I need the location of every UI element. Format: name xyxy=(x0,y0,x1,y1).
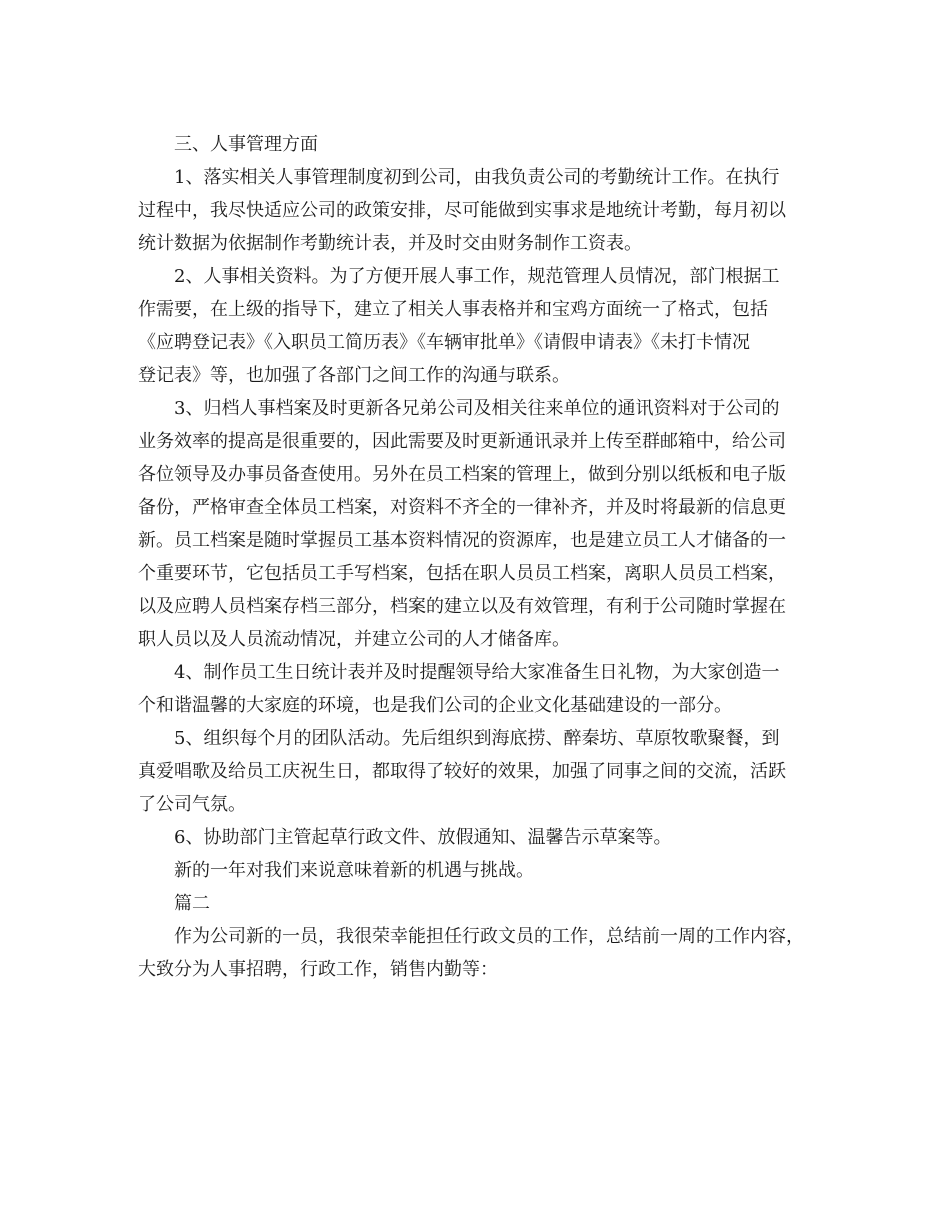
section-heading: 篇二 xyxy=(174,893,210,914)
paragraph-line: 过程中，我尽快适应公司的政策安排，尽可能做到实事求是地统计考勤，每月初以 xyxy=(138,200,786,221)
paragraph-line: 个和谐温馨的大家庭的环境，也是我们公司的企业文化基础建设的一部分。 xyxy=(138,695,732,716)
paragraph-line: 5、组织每个月的团队活动。先后组织到海底捞、醉秦坊、草原牧歌聚餐，到 xyxy=(174,728,780,749)
paragraph-line: 作需要，在上级的指导下，建立了相关人事表格并和宝鸡方面统一了格式，包括 xyxy=(138,299,768,320)
paragraph-line: 大致分为人事招聘，行政工作，销售内勤等： xyxy=(138,959,498,980)
paragraph-line: 4、制作员工生日统计表并及时提醒领导给大家准备生日礼物，为大家创造一 xyxy=(174,662,780,683)
paragraph-line: 以及应聘人员档案存档三部分，档案的建立以及有效管理，有利于公司随时掌握在 xyxy=(138,596,786,617)
document-body xyxy=(138,128,824,986)
paragraph-line: 3、归档人事档案及时更新各兄弟公司及相关往来单位的通讯资料对于公司的 xyxy=(174,398,780,419)
section-heading: 三、人事管理方面 xyxy=(174,134,318,155)
paragraph-line: 统计数据为依据制作考勤统计表，并及时交由财务制作工资表。 xyxy=(138,233,642,254)
paragraph-line: 职人员以及人员流动情况，并建立公司的人才储备库。 xyxy=(138,629,570,650)
paragraph-line: 备份，严格审查全体员工档案，对资料不齐全的一律补齐，并及时将最新的信息更 xyxy=(138,497,786,518)
paragraph-line: 6、协助部门主管起草行政文件、放假通知、温馨告示草案等。 xyxy=(174,827,672,848)
paragraph-line: 《应聘登记表》《入职员工简历表》《车辆审批单》《请假申请表》《未打卡情况 xyxy=(138,332,750,353)
paragraph-line: 2、人事相关资料。为了方便开展人事工作，规范管理人员情况，部门根据工 xyxy=(174,266,780,287)
paragraph-line: 各位领导及办事员备查使用。另外在员工档案的管理上，做到分别以纸板和电子版 xyxy=(138,464,786,485)
paragraph-line: 1、落实相关人事管理制度初到公司，由我负责公司的考勤统计工作。在执行 xyxy=(174,167,780,188)
paragraph-line: 了公司气氛。 xyxy=(138,794,246,815)
paragraph-line: 新的一年对我们来说意味着新的机遇与挑战。 xyxy=(174,860,534,881)
paragraph-line: 个重要环节，它包括员工手写档案，包括在职人员员工档案，离职人员员工档案， xyxy=(138,563,786,584)
paragraph-line: 新。员工档案是随时掌握员工基本资料情况的资源库，也是建立员工人才储备的一 xyxy=(138,530,786,551)
paragraph-line: 作为公司新的一员，我很荣幸能担任行政文员的工作，总结前一周的工作内容， xyxy=(174,926,804,947)
paragraph-line: 业务效率的提高是很重要的，因此需要及时更新通讯录并上传至群邮箱中，给公司 xyxy=(138,431,786,452)
paragraph-line: 登记表》等，也加强了各部门之间工作的沟通与联系。 xyxy=(138,365,570,386)
paragraph-line: 真爱唱歌及给员工庆祝生日，都取得了较好的效果，加强了同事之间的交流，活跃 xyxy=(138,761,786,782)
